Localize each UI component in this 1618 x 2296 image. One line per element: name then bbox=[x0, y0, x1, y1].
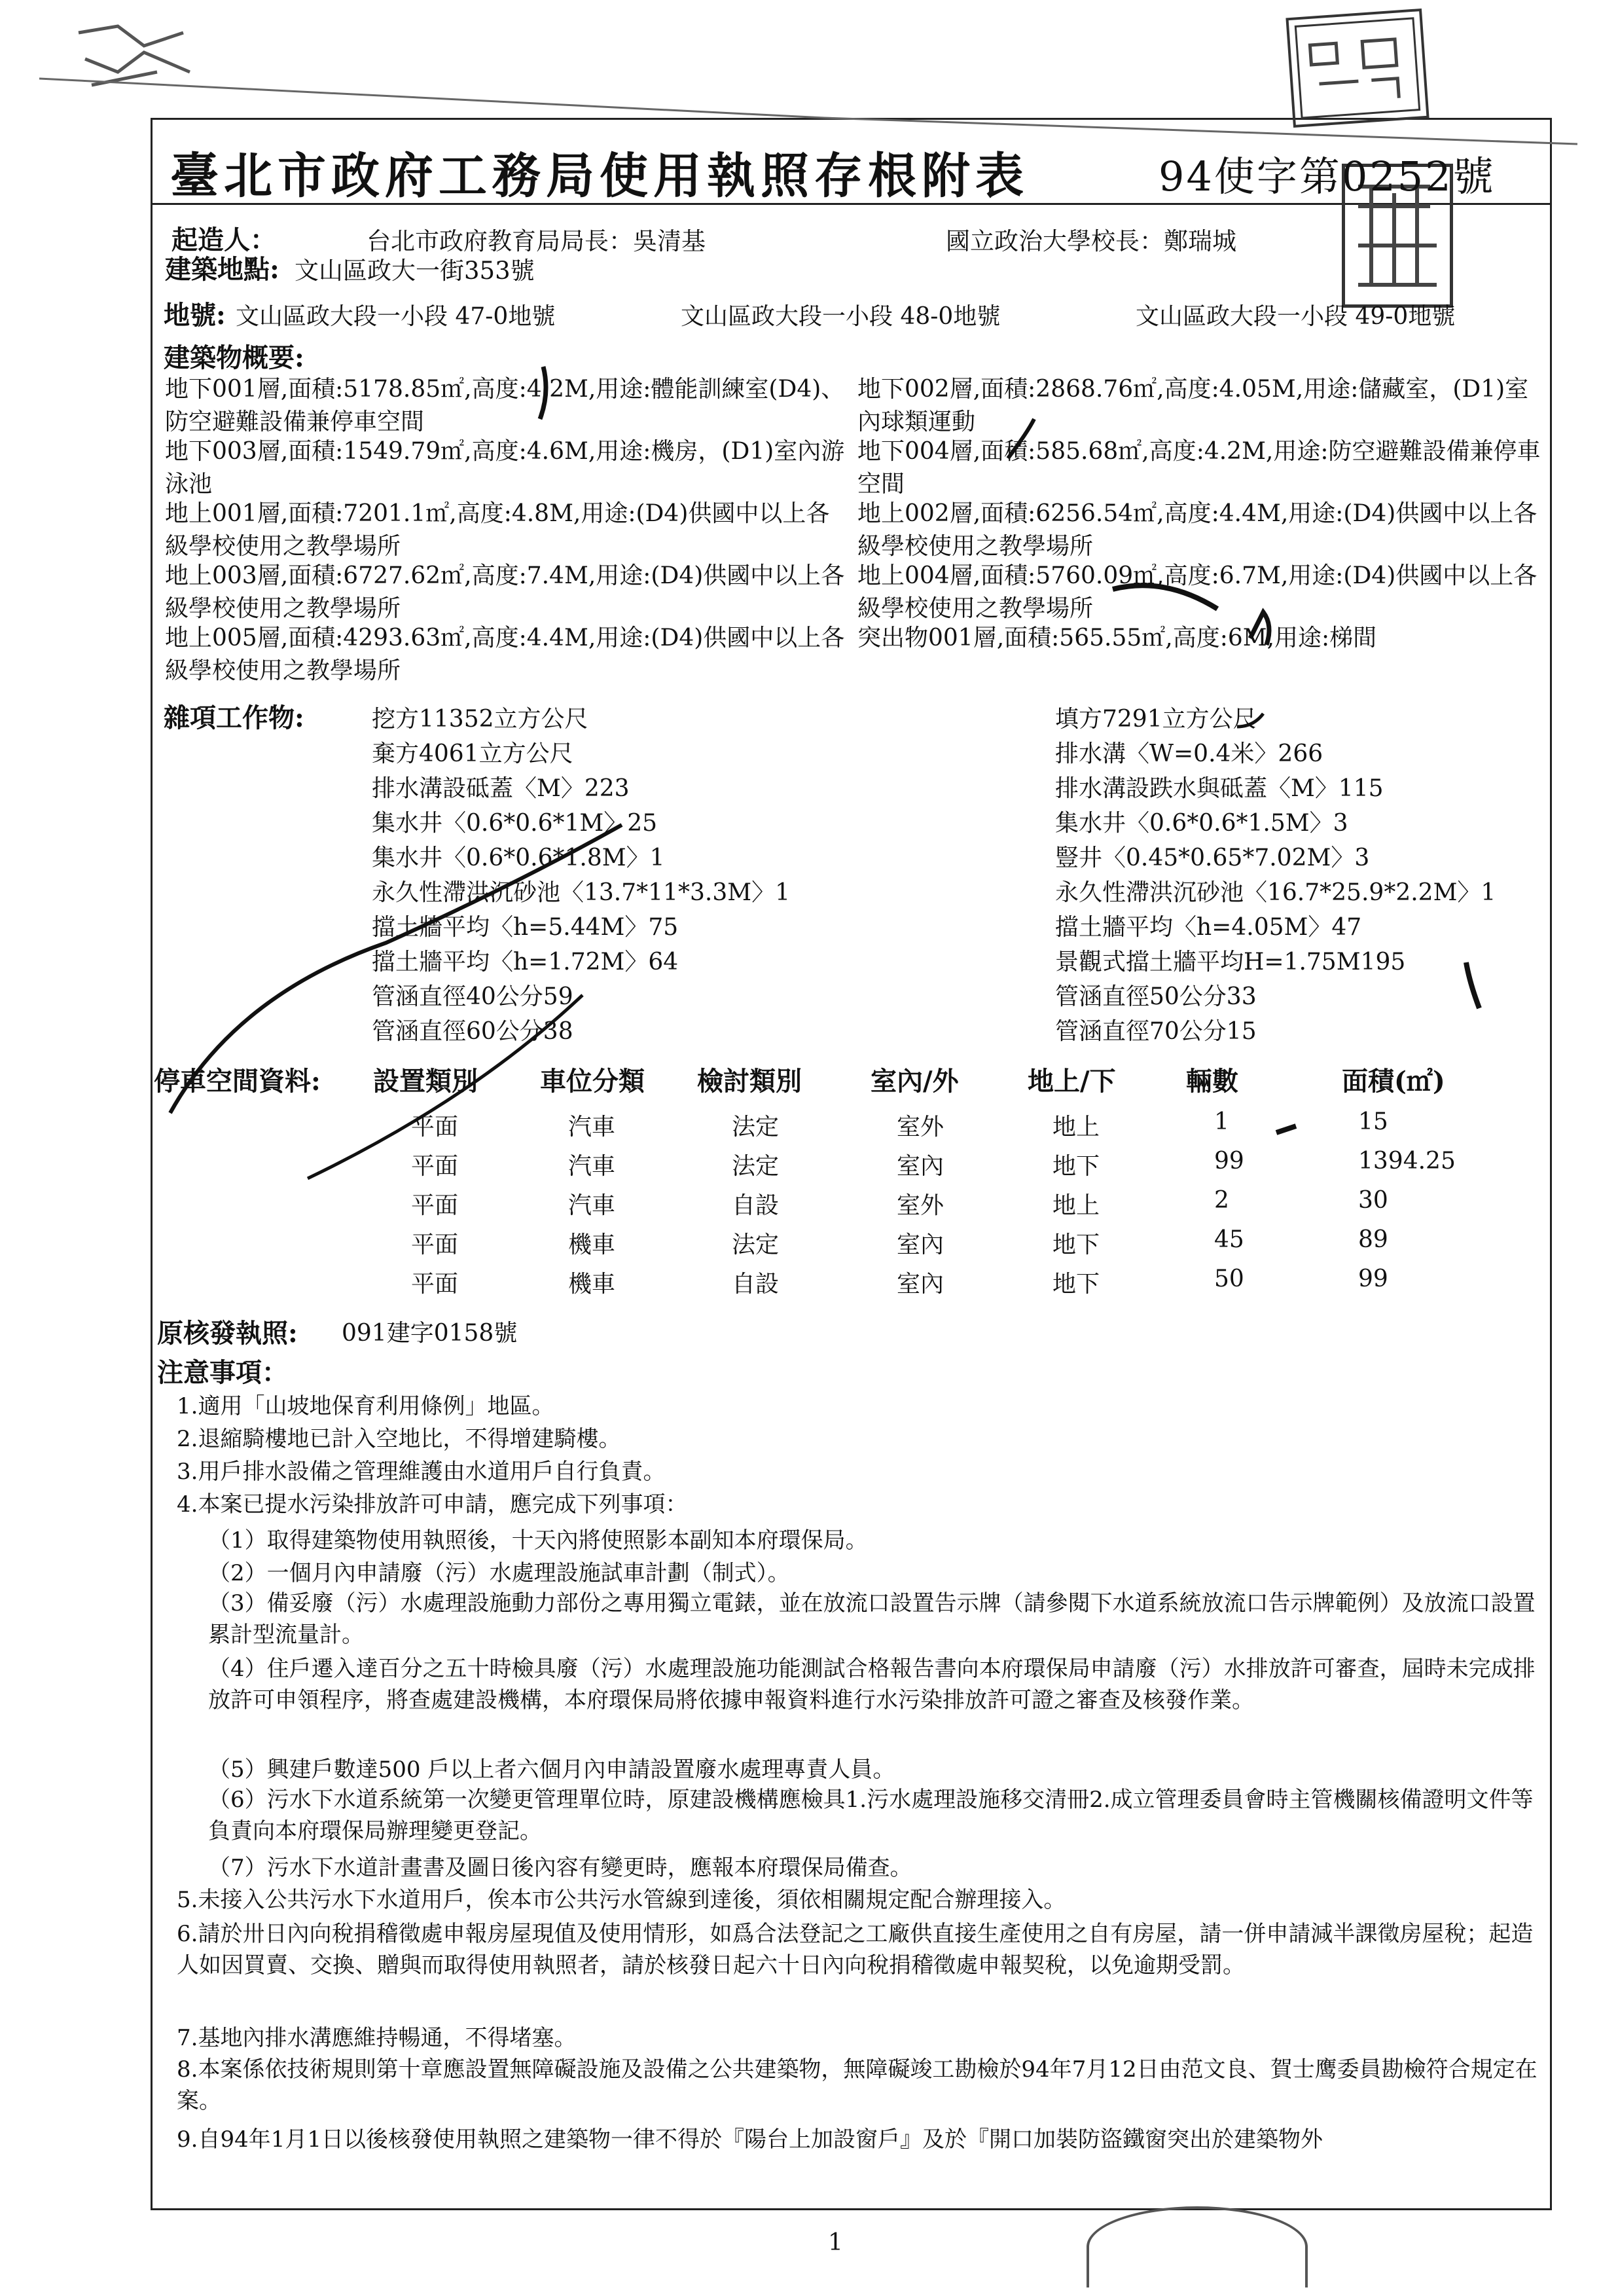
cell: 平面 bbox=[411, 1153, 459, 1180]
overview-left-1: 地下001層,面積:5178.85㎡,高度:4.2M,用途:體能訓練室(D4)、防空避難設備兼停車空間 bbox=[165, 376, 845, 435]
overview-label: 建築物概要: bbox=[164, 342, 304, 373]
parking-header-level: 地上/下 bbox=[1028, 1066, 1116, 1097]
site-address: 文山區政大一街353號 bbox=[295, 257, 535, 285]
cell: 室內 bbox=[897, 1231, 944, 1258]
lot-3: 文山區政大段一小段 49-0地號 bbox=[1136, 303, 1456, 330]
cell: 15 bbox=[1358, 1108, 1388, 1135]
seal-stamp-top bbox=[1285, 9, 1429, 128]
applicant-label: 起造人： bbox=[171, 225, 276, 255]
misc-right-8: 景觀式擋土牆平均H=1.75M195 bbox=[1055, 949, 1406, 975]
permit-number: 94使字第0252號 bbox=[1159, 153, 1496, 200]
cell: 汽車 bbox=[568, 1153, 616, 1180]
note-6: 6.請於卅日內向稅捐稽徵處申報房屋現值及使用情形，如爲合法登記之工廠供直接生產使用之自有房屋，請一併申請減半課徵房屋稅；起造人如因買賣、交換、贈與而取得使用執照者，請於核發日起六十日內向稅捐稽徵處申報契稅，以免逾期受罰。 bbox=[177, 1921, 1534, 1978]
cell: 機車 bbox=[568, 1231, 616, 1258]
overview-right-4: 地上004層,面積:5760.09㎡,高度:6.7M,用途:(D4)供國中以上各級學校使用之教學場所 bbox=[857, 562, 1537, 622]
note-4: 4.本案已提水污染排放許可申請，應完成下列事項： bbox=[177, 1491, 688, 1518]
cell: 汽車 bbox=[568, 1114, 616, 1140]
parking-header-area: 面積(㎡) bbox=[1342, 1066, 1445, 1097]
cell: 地下 bbox=[1052, 1231, 1100, 1258]
applicant-1: 台北市政府教育局局長：吳清基 bbox=[367, 227, 706, 255]
cell: 平面 bbox=[411, 1231, 459, 1258]
original-permit-value: 091建字0158號 bbox=[342, 1320, 518, 1347]
misc-left-9: 管涵直徑40公分59 bbox=[372, 983, 573, 1010]
overview-left-3: 地上001層,面積:7201.1㎡,高度:4.8M,用途:(D4)供國中以上各級學校使用之教學場所 bbox=[165, 500, 830, 560]
cell: 99 bbox=[1358, 1266, 1388, 1292]
note-5: 5.未接入公共污水下水道用戶，俟本市公共污水管線到達後，須依相關規定配合辦理接入。 bbox=[177, 1887, 1066, 1913]
sub-note-6: （6）污水下水道系統第一次變更管理單位時，原建設機構應檢具1.污水處理設施移交清冊2.成立管理委員會時主管機關核備證明文件等負責向本府環保局辦理變更登記。 bbox=[208, 1787, 1534, 1844]
overview-right-5: 突出物001層,面積:565.55㎡,高度:6M,用途:梯間 bbox=[857, 625, 1377, 651]
misc-left-2: 棄方4061立方公尺 bbox=[372, 740, 573, 767]
lot-label: 地號: bbox=[164, 300, 226, 331]
parking-label: 停車空間資料: bbox=[154, 1066, 321, 1097]
note-9: 9.自94年1月1日以後核發使用執照之建築物一律不得於『陽台上加設窗戶』及於『開口加裝防盜鐵窗突出於建築物外 bbox=[177, 2126, 1323, 2153]
misc-left-1: 挖方11352立方公尺 bbox=[372, 706, 588, 733]
cell: 法定 bbox=[732, 1114, 780, 1140]
note-7: 7.基地內排水溝應維持暢通，不得堵塞。 bbox=[177, 2025, 577, 2051]
cell: 室外 bbox=[897, 1114, 944, 1140]
parking-header-review: 檢討類別 bbox=[697, 1066, 802, 1097]
misc-left-3: 排水溝設砥蓋〈M〉223 bbox=[372, 775, 630, 802]
overview-left-2: 地下003層,面積:1549.79㎡,高度:4.6M,用途:機房，(D1)室內游泳池 bbox=[165, 438, 845, 498]
cell: 機車 bbox=[568, 1271, 616, 1298]
cell: 平面 bbox=[411, 1271, 459, 1298]
cell: 自設 bbox=[732, 1271, 780, 1298]
sub-note-4: （4）住戶遷入達百分之五十時檢具廢（污）水處理設施功能測試合格報告書向本府環保局申請廢（污）水排放許可審查，屆時未完成排放許可申領程序，將查處建設機構，本府環保局將依據申報資料進行水污染排放許可證之審查及核發作業。 bbox=[208, 1656, 1536, 1713]
misc-left-8: 擋土牆平均〈h=1.72M〉64 bbox=[372, 949, 679, 975]
cell: 室內 bbox=[897, 1271, 944, 1298]
stamp-scribble-icon bbox=[65, 13, 209, 98]
overview-right-3: 地上002層,面積:6256.54㎡,高度:4.4M,用途:(D4)供國中以上各級學校使用之教學場所 bbox=[857, 500, 1537, 560]
applicant-2: 國立政治大學校長：鄭瑞城 bbox=[946, 227, 1236, 255]
misc-right-3: 排水溝設跌水與砥蓋〈M〉115 bbox=[1055, 775, 1384, 802]
misc-right-10: 管涵直徑70公分15 bbox=[1055, 1018, 1257, 1045]
lot-2: 文山區政大段一小段 48-0地號 bbox=[681, 303, 1001, 330]
cell: 自設 bbox=[732, 1192, 780, 1219]
cell: 平面 bbox=[411, 1192, 459, 1219]
misc-right-7: 擋土牆平均〈h=4.05M〉47 bbox=[1055, 914, 1362, 941]
note-2: 2.退縮騎樓地已計入空地比，不得增建騎樓。 bbox=[177, 1426, 621, 1452]
cell: 地上 bbox=[1052, 1114, 1100, 1140]
cell: 平面 bbox=[411, 1114, 459, 1140]
parking-header-vehicle: 車位分類 bbox=[540, 1066, 645, 1097]
corner-stamp bbox=[65, 13, 209, 98]
page-number: 1 bbox=[828, 2229, 843, 2256]
cell: 89 bbox=[1358, 1226, 1388, 1253]
parking-header-type: 設置類別 bbox=[373, 1066, 478, 1097]
misc-right-9: 管涵直徑50公分33 bbox=[1055, 983, 1257, 1010]
parking-header-indoor: 室內/外 bbox=[871, 1066, 959, 1097]
page-title: 臺北市政府工務局使用執照存根附表 bbox=[170, 148, 1029, 204]
original-permit-label: 原核發執照: bbox=[157, 1318, 298, 1349]
lot-1: 文山區政大段一小段 47-0地號 bbox=[236, 303, 556, 330]
bottom-seal-arc bbox=[1087, 2206, 1308, 2287]
misc-label: 雜項工作物: bbox=[164, 702, 304, 733]
misc-right-6: 永久性滯洪沉砂池〈16.7*25.9*2.2M〉1 bbox=[1055, 879, 1496, 906]
overview-left-4: 地上003層,面積:6727.62㎡,高度:7.4M,用途:(D4)供國中以上各級學校使用之教學場所 bbox=[165, 562, 845, 622]
note-3: 3.用戶排水設備之管理維護由水道用戶自行負責。 bbox=[177, 1459, 666, 1485]
misc-left-10: 管涵直徑60公分38 bbox=[372, 1018, 573, 1045]
cell: 汽車 bbox=[568, 1192, 616, 1219]
cell: 99 bbox=[1214, 1148, 1244, 1175]
cell: 1 bbox=[1214, 1108, 1229, 1135]
overview-right-1: 地下002層,面積:2868.76㎡,高度:4.05M,用途:儲藏室，(D1)室內球類運動 bbox=[857, 376, 1529, 435]
note-8: 8.本案係依技術規則第十章應設置無障礙設施及設備之公共建築物，無障礙竣工勘檢於94年7月12日由范文良、賀士鹰委員勘檢符合規定在案。 bbox=[177, 2056, 1537, 2114]
sub-note-5: （5）興建戶數達500 戶以上者六個月內申請設置廢水處理專責人員。 bbox=[208, 1757, 895, 1783]
cell: 45 bbox=[1214, 1226, 1244, 1253]
notes-label: 注意事項： bbox=[157, 1357, 288, 1388]
cell: 地上 bbox=[1052, 1192, 1100, 1219]
cell: 2 bbox=[1214, 1187, 1229, 1214]
sub-note-2: （2）一個月內申請廢（污）水處理設施試車計劃（制式）。 bbox=[208, 1560, 790, 1586]
misc-left-5: 集水井〈0.6*0.6*1.8M〉1 bbox=[372, 845, 665, 871]
misc-left-7: 擋土牆平均〈h=5.44M〉75 bbox=[372, 914, 679, 941]
cell: 地下 bbox=[1052, 1153, 1100, 1180]
cell: 室外 bbox=[897, 1192, 944, 1219]
misc-left-4: 集水井〈0.6*0.6*1M〉25 bbox=[372, 810, 658, 837]
sub-note-1: （1）取得建築物使用執照後，十天內將使照影本副知本府環保局。 bbox=[208, 1527, 868, 1554]
cell: 室內 bbox=[897, 1153, 944, 1180]
cell: 法定 bbox=[732, 1153, 780, 1180]
misc-right-4: 集水井〈0.6*0.6*1.5M〉3 bbox=[1055, 810, 1348, 837]
cell: 50 bbox=[1214, 1266, 1244, 1292]
site-label: 建築地點: bbox=[165, 254, 279, 285]
cell: 1394.25 bbox=[1358, 1148, 1456, 1175]
misc-right-2: 排水溝〈W=0.4米〉266 bbox=[1055, 740, 1323, 767]
misc-right-5: 豎井〈0.45*0.65*7.02M〉3 bbox=[1055, 845, 1370, 871]
cell: 地下 bbox=[1052, 1271, 1100, 1298]
seal-pattern-icon bbox=[1289, 11, 1427, 125]
overview-right-2: 地下004層,面積:585.68㎡,高度:4.2M,用途:防空避難設備兼停車空間 bbox=[857, 438, 1541, 498]
cell: 30 bbox=[1358, 1187, 1388, 1214]
sub-note-7: （7）污水下水道計畫書及圖日後內容有變更時，應報本府環保局備查。 bbox=[208, 1855, 912, 1881]
overview-left-5: 地上005層,面積:4293.63㎡,高度:4.4M,用途:(D4)供國中以上各級學校使用之教學場所 bbox=[165, 625, 845, 684]
parking-header-count: 輛數 bbox=[1186, 1066, 1238, 1097]
cell: 法定 bbox=[732, 1231, 780, 1258]
sub-note-3: （3）備妥廢（污）水處理設施動力部份之專用獨立電錶，並在放流口設置告示牌（請參閱下水道系統放流口告示牌範例）及放流口設置累計型流量計。 bbox=[208, 1590, 1536, 1648]
misc-right-1: 填方7291立方公尺 bbox=[1055, 706, 1257, 733]
note-1: 1.適用「山坡地保育利用條例」地區。 bbox=[177, 1393, 554, 1419]
misc-left-6: 永久性滯洪沉砂池〈13.7*11*3.3M〉1 bbox=[372, 879, 790, 906]
